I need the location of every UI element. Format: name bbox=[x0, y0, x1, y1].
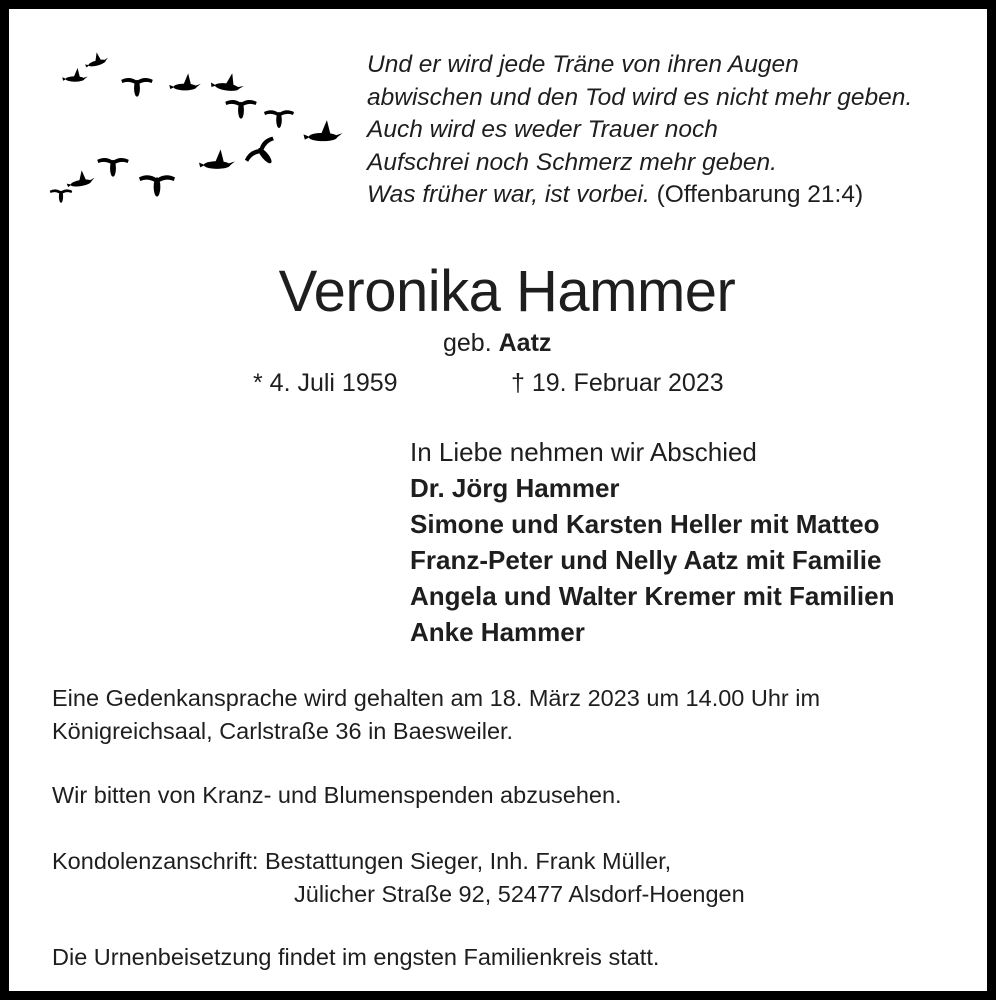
farewell-intro: In Liebe nehmen wir Abschied bbox=[410, 437, 757, 467]
maiden-surname: Aatz bbox=[498, 329, 552, 357]
death-date: † 19. Februar 2023 bbox=[511, 369, 724, 397]
verse-line: Und er wird jede Träne von ihren Augen bbox=[367, 51, 799, 78]
mourner-name: Angela und Walter Kremer mit Familien bbox=[410, 581, 895, 611]
condolence-label: Kondolenzanschrift: bbox=[52, 848, 259, 874]
condolence-address bbox=[52, 845, 745, 911]
urn-notice: Die Urnenbeisetzung findet im engsten Familienkreis statt. bbox=[52, 944, 660, 970]
condolence-street: Jülicher Straße 92, 52477 Alsdorf-Hoengen bbox=[294, 881, 745, 907]
deceased-name: Veronika Hammer bbox=[278, 259, 736, 324]
memorial-line: Königreichsaal, Carlstraße 36 in Baesweiler. bbox=[52, 718, 514, 744]
maiden-name bbox=[443, 327, 551, 359]
flowers-notice: Wir bitten von Kranz- und Blumenspenden abzusehen. bbox=[52, 782, 622, 808]
mourner-name: Dr. Jörg Hammer bbox=[410, 473, 620, 503]
verse-reference: (Offenbarung 21:4) bbox=[656, 181, 864, 208]
verse-line: Aufschrei noch Schmerz mehr geben. bbox=[367, 148, 777, 176]
mourner-name: Simone und Karsten Heller mit Matteo bbox=[410, 509, 880, 539]
condolence-company: Bestattungen Sieger, Inh. Frank Müller, bbox=[264, 848, 672, 874]
flying-birds-icon bbox=[45, 45, 345, 215]
maiden-prefix: geb. bbox=[443, 329, 492, 357]
mourners-list bbox=[410, 434, 894, 650]
verse-text: Was früher war, ist vorbei. bbox=[367, 181, 650, 208]
mourner-name: Anke Hammer bbox=[410, 617, 585, 647]
birth-date: * 4. Juli 1959 bbox=[253, 369, 398, 397]
bible-verse bbox=[367, 49, 977, 212]
verse-line-last bbox=[367, 179, 977, 212]
memorial-notice bbox=[52, 682, 820, 748]
memorial-line: Eine Gedenkansprache wird gehalten am 18. März 2023 um 14.00 Uhr im bbox=[52, 685, 821, 711]
verse-line: Auch wird es weder Trauer noch bbox=[367, 116, 718, 143]
verse-line: abwischen und den Tod wird es nicht mehr geben. bbox=[367, 83, 913, 111]
mourner-name: Franz-Peter und Nelly Aatz mit Familie bbox=[410, 545, 882, 575]
condolence-line bbox=[52, 845, 745, 878]
